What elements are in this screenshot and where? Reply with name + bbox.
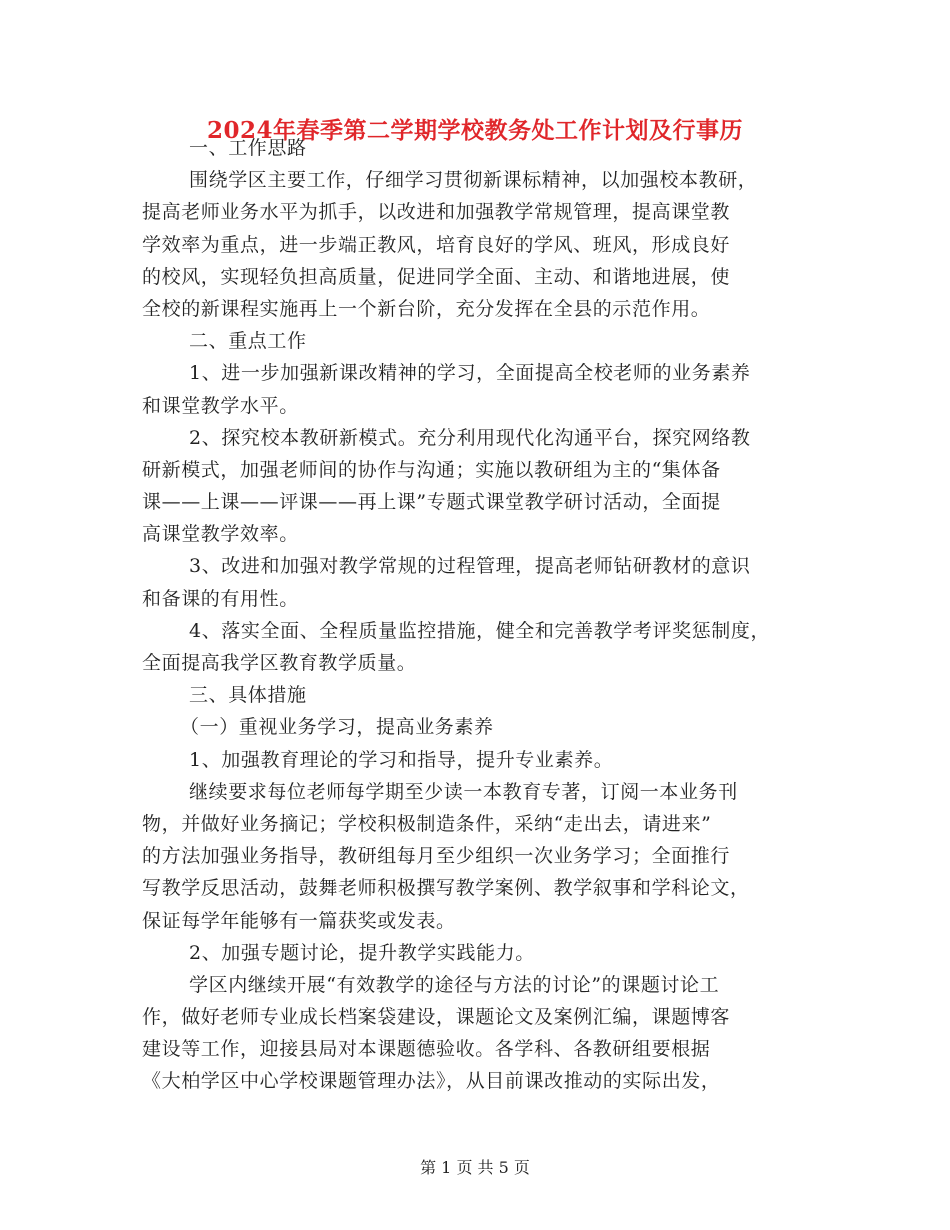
paragraph-line: 高课堂教学效率。 [142,523,299,546]
paragraph-line: 提高老师业务水平为抓手，以改进和加强教学常规管理，提高课堂教 [142,201,731,224]
page-number-footer: 第 1 页 共 5 页 [420,1158,530,1177]
paragraph-line: 围绕学区主要工作，仔细学习贯彻新课标精神，以加强校本教研， [189,169,758,192]
section-heading: 一、工作思路 [189,137,307,159]
paragraph-line: 4、落实全面、全程质量监控措施，健全和完善教学考评奖惩制度， [189,619,771,642]
paragraph-line: 《大柏学区中心学校课题管理办法》，从目前课改推动的实际出发， [142,1070,721,1093]
subsection-heading: （一）重视业务学习，提高业务素养 [180,716,494,739]
paragraph-line: 作，做好老师专业成长档案袋建设，课题论文及案例汇编，课题博客 [142,1006,731,1029]
paragraph-line: 物，并做好业务摘记；学校积极制造条件，采纳“走出去，请进来” [142,812,712,835]
paragraph-line: 的校风，实现轻负担高质量，促进同学全面、主动、和谐地进展，使 [142,265,731,288]
document-body [142,132,822,1098]
paragraph-line: 建设等工作，迎接县局对本课题德验收。各学科、各教研组要根据 [142,1038,711,1061]
paragraph-line: 1、进一步加强新课改精神的学习，全面提高全校老师的业务素养 [189,362,751,385]
paragraph-line: 的方法加强业务指导，教研组每月至少组织一次业务学习；全面推行 [142,845,731,868]
section-heading: 三、具体措施 [189,684,307,707]
paragraph-line: 和课堂教学水平。 [142,394,299,417]
paragraph-line: 1、加强教育理论的学习和指导，提升专业素养。 [189,748,614,771]
paragraph-line: 学效率为重点，进一步端正教风，培育良好的学风、班风，形成良好 [142,233,731,256]
paragraph-line: 全面提高我学区教育教学质量。 [142,652,417,674]
document-title: 2024年春季第二学期学校教务处工作计划及行事历 [206,117,743,144]
paragraph-line: 继续要求每位老师每学期至少读一本教育专著，订阅一本业务刊 [189,780,738,803]
paragraph-line: 和备课的有用性。 [142,587,299,610]
paragraph-line: 全校的新课程实施再上一个新台阶，充分发挥在全县的示范作用。 [142,297,711,320]
paragraph-line: 写教学反思活动，鼓舞老师积极撰写教学案例、教学叙事和学科论文， [142,877,750,900]
paragraph-line: 3、改进和加强对教学常规的过程管理，提高老师钻研教材的意识 [189,555,751,578]
paragraph-line: 保证每学年能够有一篇获奖或发表。 [142,909,456,932]
section-heading: 二、重点工作 [189,330,307,353]
paragraph-line: 课——上课——评课——再上课”专题式课堂教学研讨活动，全面提 [142,491,721,514]
paragraph-line: 2、加强专题讨论，提升教学实践能力。 [189,941,535,964]
paragraph-line: 学区内继续开展“有效教学的途径与方法的讨论”的课题讨论工 [189,973,720,996]
paragraph-line: 2、探究校本教研新模式。充分利用现代化沟通平台，探究网络教 [189,426,751,449]
paragraph-line: 研新模式，加强老师间的协作与沟通；实施以教研组为主的“集体备 [142,458,721,481]
